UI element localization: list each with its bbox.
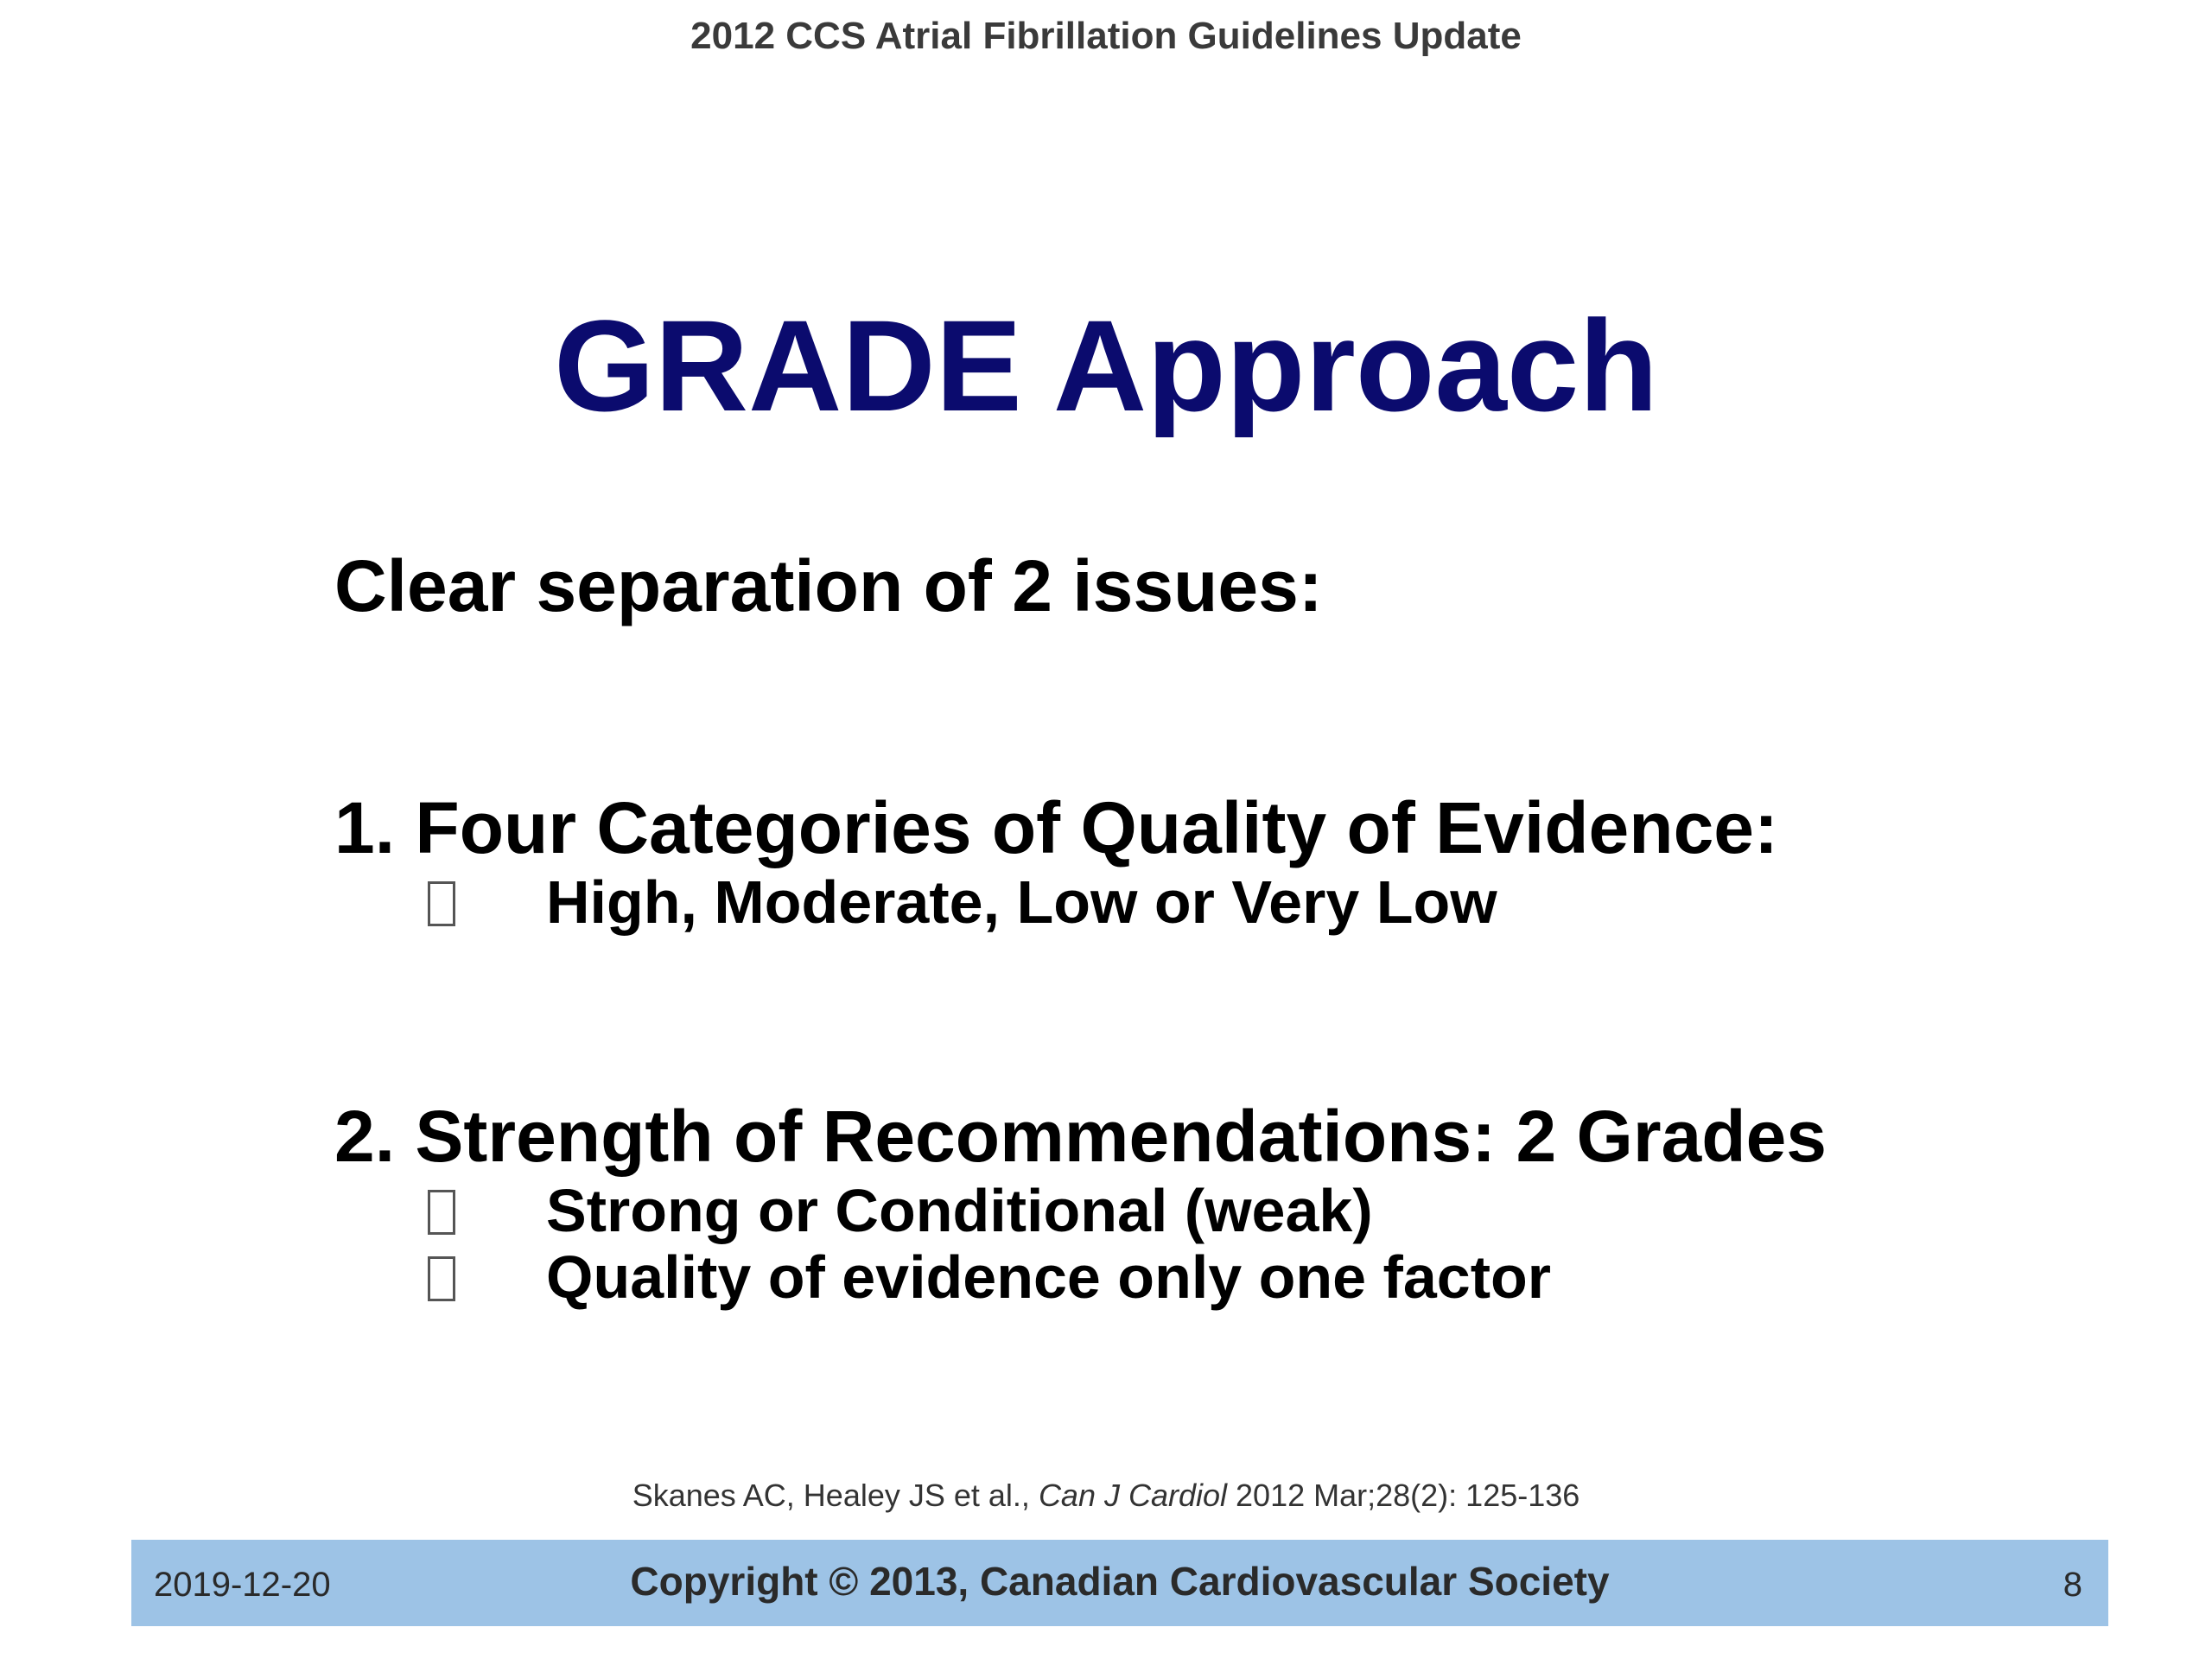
citation-authors: Skanes AC, Healey JS et al., xyxy=(632,1478,1039,1513)
footer-bar xyxy=(131,1540,2108,1626)
section-heading-strength-of-recommendations: 2. Strength of Recommendations: 2 Grades xyxy=(334,1096,1827,1177)
citation-details: 2012 Mar;28(2): 125-136 xyxy=(1227,1478,1580,1513)
intro-text: Clear separation of 2 issues: xyxy=(334,545,1323,626)
checkbox-square-icon xyxy=(428,881,455,926)
bullet-item xyxy=(428,1176,1373,1245)
bullet-item xyxy=(428,1243,1551,1312)
bullet-text: Quality of evidence only one factor xyxy=(546,1243,1552,1311)
section-heading-quality-of-evidence: 1. Four Categories of Quality of Evidence: xyxy=(334,787,1778,868)
slide-title: GRADE Approach xyxy=(554,293,1658,438)
checkbox-square-icon xyxy=(428,1256,455,1301)
bullet-item xyxy=(428,868,1497,937)
citation-journal: Can J Cardiol xyxy=(1038,1478,1228,1513)
footer-date: 2019-12-20 xyxy=(154,1566,331,1604)
footer-copyright: Copyright © 2013, Canadian Cardiovascular Society xyxy=(630,1559,1610,1604)
bullet-text: High, Moderate, Low or Very Low xyxy=(546,868,1497,936)
slide-header: 2012 CCS Atrial Fibrillation Guidelines Update xyxy=(690,15,1522,57)
page-number: 8 xyxy=(2063,1566,2082,1604)
checkbox-square-icon xyxy=(428,1190,455,1235)
citation xyxy=(0,1476,2212,1516)
bullet-text: Strong or Conditional (weak) xyxy=(546,1177,1373,1244)
